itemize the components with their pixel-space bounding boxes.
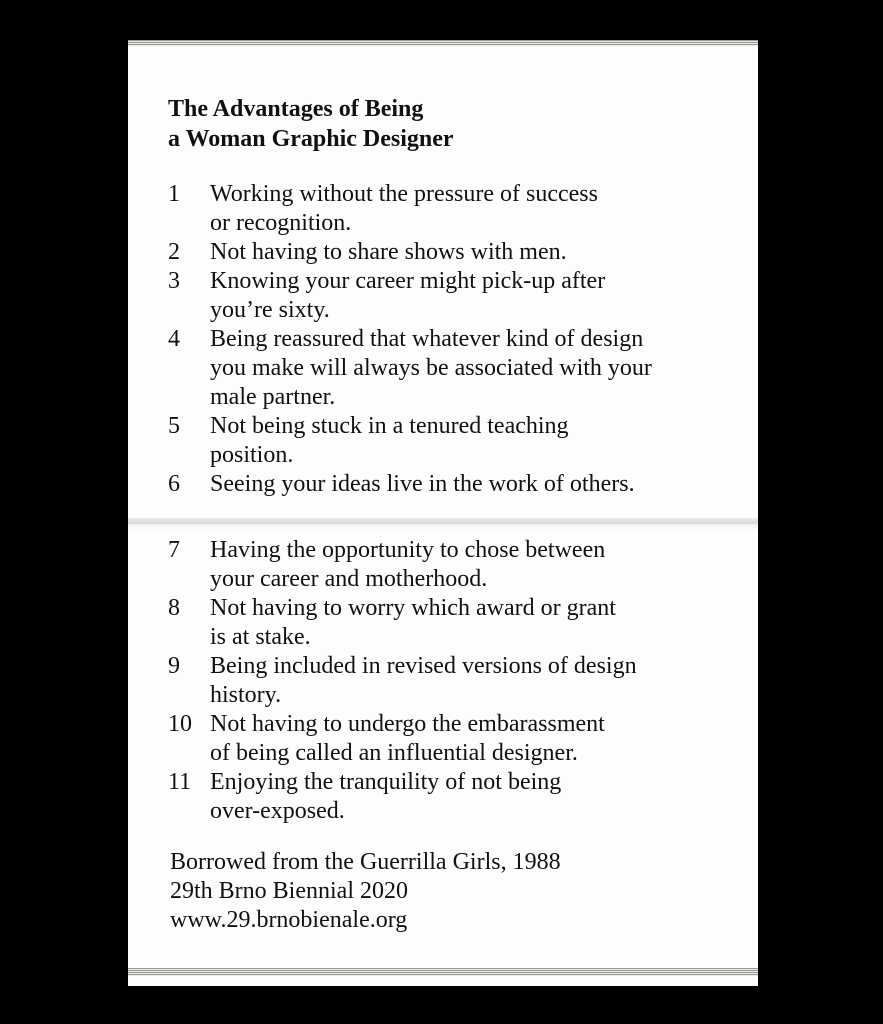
credit-website: www.29.brnobienale.org: [170, 907, 408, 933]
item-number: 6: [168, 471, 180, 497]
item-number: 2: [168, 239, 180, 265]
item-text-line: Being reassured that whatever kind of design: [210, 326, 644, 352]
item-number: 9: [168, 653, 180, 679]
item-text-line: your career and motherhood.: [210, 566, 488, 592]
item-text: [210, 768, 728, 826]
title-line-1: The Advantages of Being: [168, 96, 424, 122]
item-number: 3: [168, 268, 180, 294]
item-number: 11: [168, 769, 192, 795]
list-item: [168, 412, 728, 470]
item-text-line: male partner.: [210, 384, 336, 410]
item-number: 1: [168, 181, 180, 207]
advantages-list-first: [168, 180, 728, 499]
list-item: [168, 470, 728, 499]
list-item: [168, 594, 728, 652]
item-text-line: of being called an influential designer.: [210, 740, 578, 766]
item-number: 5: [168, 413, 180, 439]
item-text: [210, 470, 728, 499]
credit-event: 29th Brno Biennial 2020: [170, 878, 408, 904]
list-item: [168, 768, 728, 826]
item-text-line: Not having to share shows with men.: [210, 239, 567, 265]
item-text-line: Working without the pressure of success: [210, 181, 598, 207]
item-text-line: position.: [210, 442, 294, 468]
list-item: [168, 238, 728, 267]
item-text: [210, 594, 728, 652]
item-number: 4: [168, 326, 180, 352]
item-text-line: Enjoying the tranquility of not being: [210, 769, 562, 795]
item-text: [210, 710, 728, 768]
item-text-line: you make will always be associated with your: [210, 355, 652, 381]
item-text-line: you’re sixty.: [210, 297, 330, 323]
item-text: [210, 325, 728, 412]
item-text-line: history.: [210, 682, 282, 708]
item-text-line: Being included in revised versions of design: [210, 653, 637, 679]
list-item: [168, 325, 728, 412]
item-text-line: Not having to undergo the embarassment: [210, 711, 605, 737]
page-edge-top: [128, 40, 758, 46]
item-text: [210, 238, 728, 267]
list-item: [168, 710, 728, 768]
list-item: [168, 180, 728, 238]
item-text: [210, 652, 728, 710]
advantages-list-second: [168, 536, 728, 826]
item-text-line: is at stake.: [210, 624, 311, 650]
item-text: [210, 180, 728, 238]
item-number: 8: [168, 595, 180, 621]
booklet-page: [128, 40, 758, 986]
item-number: 10: [168, 711, 192, 737]
list-item: [168, 267, 728, 325]
list-item: [168, 652, 728, 710]
item-number: 7: [168, 537, 180, 563]
item-text: [210, 267, 728, 325]
item-text-line: Knowing your career might pick-up after: [210, 268, 606, 294]
item-text-line: Having the opportunity to chose between: [210, 537, 606, 563]
page-fold: [128, 518, 758, 530]
page-title: [168, 94, 454, 154]
list-item: [168, 536, 728, 594]
item-text-line: over-exposed.: [210, 798, 345, 824]
item-text-line: Not being stuck in a tenured teaching: [210, 413, 569, 439]
item-text: [210, 536, 728, 594]
item-text-line: or recognition.: [210, 210, 352, 236]
item-text-line: Seeing your ideas live in the work of others.: [210, 471, 635, 497]
title-line-2: a Woman Graphic Designer: [168, 126, 454, 152]
credits: [170, 848, 561, 935]
item-text: [210, 412, 728, 470]
item-text-line: Not having to worry which award or grant: [210, 595, 616, 621]
page-edge-bottom: [128, 968, 758, 976]
credit-source: Borrowed from the Guerrilla Girls, 1988: [170, 849, 561, 875]
